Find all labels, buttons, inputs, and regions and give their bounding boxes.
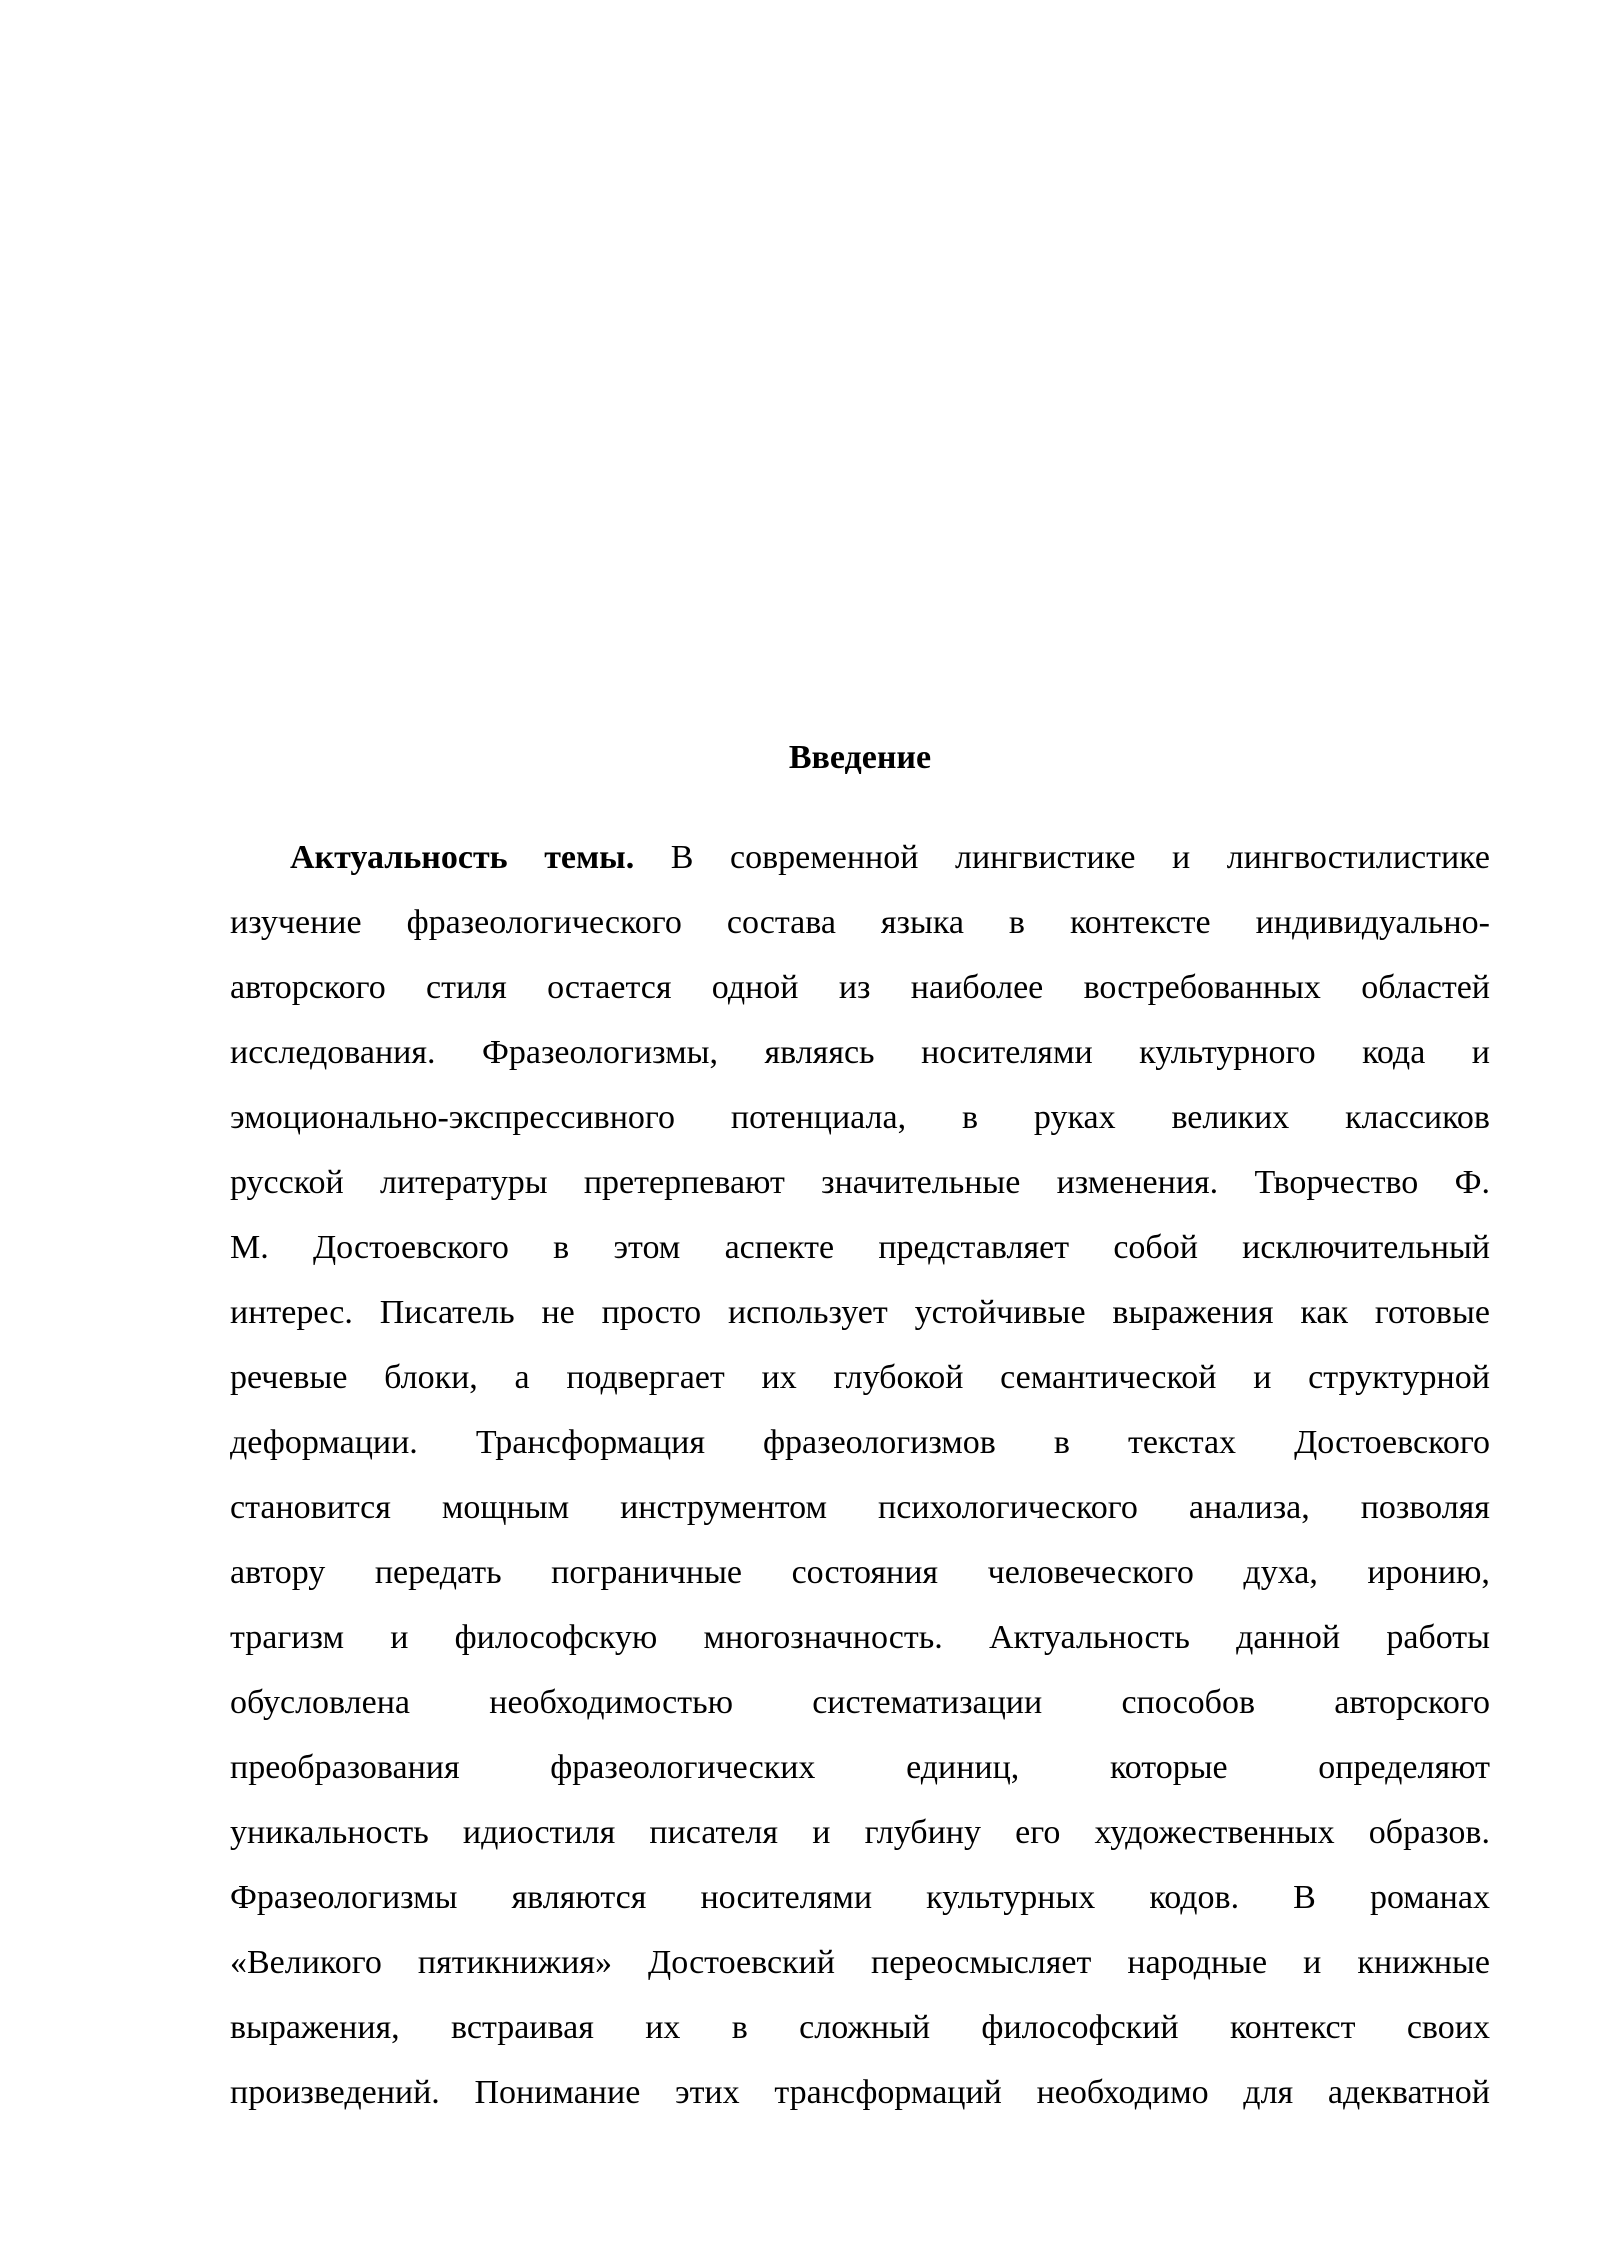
paragraph-line xyxy=(230,1020,1490,1085)
word: носителями xyxy=(921,1034,1093,1071)
word: пограничные xyxy=(551,1554,743,1591)
word: аспекте xyxy=(724,1229,835,1266)
word: психологического xyxy=(878,1489,1138,1526)
word: эмоционально-экспрессивного xyxy=(230,1099,675,1136)
word: автору xyxy=(230,1554,326,1591)
word: контекст xyxy=(1229,2009,1356,2046)
word: наиболее xyxy=(910,969,1044,1006)
word: анализа, xyxy=(1188,1489,1310,1526)
word: и xyxy=(390,1619,409,1656)
word: философскую xyxy=(454,1619,658,1656)
paragraph-line xyxy=(230,1800,1490,1865)
word: фразеологизмов xyxy=(763,1424,996,1461)
word: и xyxy=(1172,839,1191,876)
word: Понимание xyxy=(474,2074,641,2111)
paragraph-line xyxy=(230,2060,1490,2125)
word: произведений. xyxy=(230,2074,440,2111)
word: авторского xyxy=(230,969,386,1006)
word: потенциала, xyxy=(730,1099,907,1136)
word: своих xyxy=(1406,2009,1490,2046)
word: уникальность xyxy=(230,1814,429,1851)
word: художественных xyxy=(1094,1814,1335,1851)
word: являются xyxy=(511,1879,647,1916)
paragraph-line xyxy=(230,1150,1490,1215)
word: духа, xyxy=(1243,1554,1318,1591)
word: интерес. xyxy=(230,1294,353,1331)
paragraph-line xyxy=(230,1605,1490,1670)
word: семантической xyxy=(1000,1359,1217,1396)
word: Достоевский xyxy=(648,1944,835,1981)
word: претерпевают xyxy=(583,1164,785,1201)
word: текстах xyxy=(1127,1424,1237,1461)
word: и xyxy=(1471,1034,1490,1071)
word: идиостиля xyxy=(462,1814,616,1851)
paragraph-line xyxy=(230,1865,1490,1930)
word: готовые xyxy=(1374,1294,1490,1331)
lead-word: Актуальность xyxy=(290,839,508,876)
word: состояния xyxy=(791,1554,939,1591)
word: Актуальность xyxy=(988,1619,1190,1656)
word: собой xyxy=(1113,1229,1198,1266)
word: из xyxy=(838,969,871,1006)
word: В xyxy=(1293,1879,1316,1916)
word: в xyxy=(553,1229,570,1266)
word: востребованных xyxy=(1083,969,1321,1006)
word: значительные xyxy=(821,1164,1021,1201)
word: индивидуально- xyxy=(1255,904,1490,941)
word: русской xyxy=(230,1164,344,1201)
word: пятикнижия» xyxy=(417,1944,612,1981)
word: мощным xyxy=(441,1489,570,1526)
word: работы xyxy=(1386,1619,1490,1656)
word: для xyxy=(1243,2074,1294,2111)
word: фразеологического xyxy=(406,904,682,941)
word: кодов. xyxy=(1149,1879,1240,1916)
word: обусловлена xyxy=(230,1684,411,1721)
paragraph-line xyxy=(230,1085,1490,1150)
paragraph-line xyxy=(230,890,1490,955)
word: инструментом xyxy=(620,1489,828,1526)
word: романах xyxy=(1369,1879,1490,1916)
word: глубину xyxy=(864,1814,981,1851)
word: великих xyxy=(1171,1099,1290,1136)
word: преобразования xyxy=(230,1749,460,1786)
word: способов xyxy=(1121,1684,1256,1721)
paragraph-line xyxy=(230,1930,1490,1995)
word: Достоевского xyxy=(1294,1424,1490,1461)
word: авторского xyxy=(1334,1684,1490,1721)
word: подвергает xyxy=(566,1359,725,1396)
paragraph-line xyxy=(230,1410,1490,1475)
word: трагизм xyxy=(230,1619,344,1656)
word: выражения xyxy=(1112,1294,1274,1331)
word: выражения, xyxy=(230,2009,400,2046)
word: изучение xyxy=(230,904,362,941)
word: литературы xyxy=(380,1164,548,1201)
word: Творчество xyxy=(1254,1164,1419,1201)
word: данной xyxy=(1236,1619,1341,1656)
body-paragraph xyxy=(230,825,1490,2125)
paragraph-line xyxy=(230,955,1490,1020)
word: исключительный xyxy=(1242,1229,1490,1266)
word: речевые xyxy=(230,1359,348,1396)
word: глубокой xyxy=(833,1359,964,1396)
word: человеческого xyxy=(987,1554,1194,1591)
word: культурных xyxy=(926,1879,1096,1916)
word: устойчивые xyxy=(914,1294,1086,1331)
word: блоки, xyxy=(384,1359,478,1396)
word: трансформаций xyxy=(774,2074,1002,2111)
paragraph-line xyxy=(230,1215,1490,1280)
word: книжные xyxy=(1357,1944,1490,1981)
word: становится xyxy=(230,1489,391,1526)
word: фразеологических xyxy=(550,1749,816,1786)
word: Достоевского xyxy=(312,1229,509,1266)
word: представляет xyxy=(878,1229,1070,1266)
paragraph-line xyxy=(230,1670,1490,1735)
word: и xyxy=(1303,1944,1322,1981)
word: философский xyxy=(981,2009,1179,2046)
section-heading: Введение xyxy=(788,739,932,776)
word: остается xyxy=(547,969,672,1006)
word: и xyxy=(1253,1359,1272,1396)
word: необходимостью xyxy=(489,1684,733,1721)
word: не xyxy=(541,1294,575,1331)
paragraph-line xyxy=(230,1540,1490,1605)
word: многозначность. xyxy=(703,1619,943,1656)
paragraph-line xyxy=(230,1735,1490,1800)
word: которые xyxy=(1109,1749,1228,1786)
word: встраивая xyxy=(451,2009,594,2046)
word: языка xyxy=(880,904,964,941)
word: единиц, xyxy=(906,1749,1020,1786)
word: лингвистике xyxy=(954,839,1136,876)
word: иронию, xyxy=(1367,1554,1490,1591)
word: структурной xyxy=(1308,1359,1490,1396)
paragraph-line xyxy=(230,825,1490,890)
word: в xyxy=(731,2009,748,2046)
word: Трансформация xyxy=(475,1424,705,1461)
word: передать xyxy=(374,1554,502,1591)
word: В xyxy=(670,839,694,876)
word: носителями xyxy=(700,1879,873,1916)
word: использует xyxy=(727,1294,888,1331)
word: классиков xyxy=(1345,1099,1490,1136)
word: позволяя xyxy=(1360,1489,1490,1526)
paragraph-line xyxy=(230,1995,1490,2060)
word: как xyxy=(1300,1294,1349,1331)
word: его xyxy=(1015,1814,1061,1851)
word: в xyxy=(961,1099,979,1136)
word: Писатель xyxy=(379,1294,515,1331)
word: деформации. xyxy=(230,1424,418,1461)
word: их xyxy=(645,2009,681,2046)
word: систематизации xyxy=(812,1684,1043,1721)
word: «Великого xyxy=(230,1944,382,1981)
word: этих xyxy=(674,2074,740,2111)
word: одной xyxy=(711,969,799,1006)
word: контексте xyxy=(1069,904,1211,941)
word: и xyxy=(812,1814,831,1851)
paragraph-line xyxy=(230,1475,1490,1540)
word: лингвостилистике xyxy=(1226,839,1490,876)
word: исследования. xyxy=(230,1034,436,1071)
word: М. xyxy=(230,1229,269,1266)
word: кода xyxy=(1362,1034,1426,1071)
word: культурного xyxy=(1139,1034,1316,1071)
word: руках xyxy=(1033,1099,1116,1136)
word: в xyxy=(1053,1424,1070,1461)
paragraph-line xyxy=(230,1345,1490,1410)
word: Ф. xyxy=(1454,1164,1490,1201)
word: современной xyxy=(730,839,919,876)
word: Фразеологизмы, xyxy=(482,1034,718,1071)
word: необходимо xyxy=(1036,2074,1209,2111)
word: сложный xyxy=(799,2009,931,2046)
lead-word: темы. xyxy=(544,839,635,876)
word: стиля xyxy=(426,969,507,1006)
word: просто xyxy=(601,1294,702,1331)
paragraph-line xyxy=(230,1280,1490,1345)
word: адекватной xyxy=(1327,2074,1490,2111)
word: а xyxy=(514,1359,530,1396)
word: писателя xyxy=(649,1814,779,1851)
word: образов. xyxy=(1368,1814,1490,1851)
word: переосмысляет xyxy=(871,1944,1092,1981)
word: их xyxy=(761,1359,797,1396)
word: областей xyxy=(1361,969,1490,1006)
word: этом xyxy=(613,1229,681,1266)
word: в xyxy=(1008,904,1025,941)
word: состава xyxy=(726,904,836,941)
word: определяют xyxy=(1318,1749,1490,1786)
word: изменения. xyxy=(1056,1164,1219,1201)
word: Фразеологизмы xyxy=(230,1879,458,1916)
word: являясь xyxy=(764,1034,875,1071)
word: народные xyxy=(1127,1944,1268,1981)
